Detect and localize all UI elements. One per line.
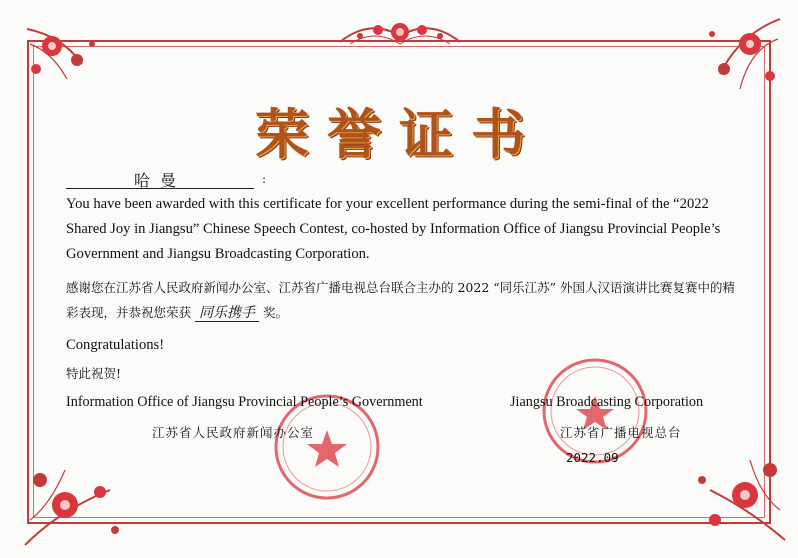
recipient-name: 哈曼 <box>133 171 186 190</box>
issuer-government-office-en: Information Office of Jiangsu Provincial People’s Government <box>66 394 423 410</box>
recipient-colon: : <box>262 172 267 186</box>
handwritten-award-name: 同乐携手 <box>195 305 259 322</box>
issuer-broadcasting-corporation-en: Jiangsu Broadcasting Corporation <box>510 394 704 410</box>
chinese-body-prefix: 感谢您在江苏省人民政府新闻办公室、江苏省广播电视总台联合主办的 2022 “同乐江苏” 外国人汉语演讲比赛复赛中的精彩表现，并恭祝您荣获 <box>66 280 736 320</box>
chinese-congratulations-text: 特此祝贺! <box>66 366 122 381</box>
bottom-left-floral-ornament <box>20 450 130 550</box>
chinese-body-text <box>66 275 742 326</box>
bottom-right-floral-ornament <box>690 440 790 550</box>
issue-date: 2022.09 <box>566 450 619 465</box>
issuer-broadcasting-corporation-zh: 江苏省广播电视总台 <box>560 425 682 440</box>
chinese-body-suffix: 奖。 <box>262 305 288 320</box>
top-left-floral-ornament <box>22 24 112 94</box>
english-body-text: You have been awarded with this certificate for your excellent performance during the semi-final of the “2022 Shared Joy in Jiangsu” Chinese Speech Contest, co-hosted by Information Office of Jiangsu Provincial People’s Government and Jiangsu Broadcasting Corporation. <box>66 196 721 262</box>
top-floral-ornament <box>330 14 470 54</box>
congratulations-text: Congratulations! <box>66 337 165 353</box>
recipient-line <box>66 168 254 189</box>
top-right-floral-ornament <box>690 14 786 100</box>
issuer-government-office-zh: 江苏省人民政府新闻办公室 <box>152 425 315 440</box>
certificate-title: 荣誉证书 <box>255 102 543 166</box>
